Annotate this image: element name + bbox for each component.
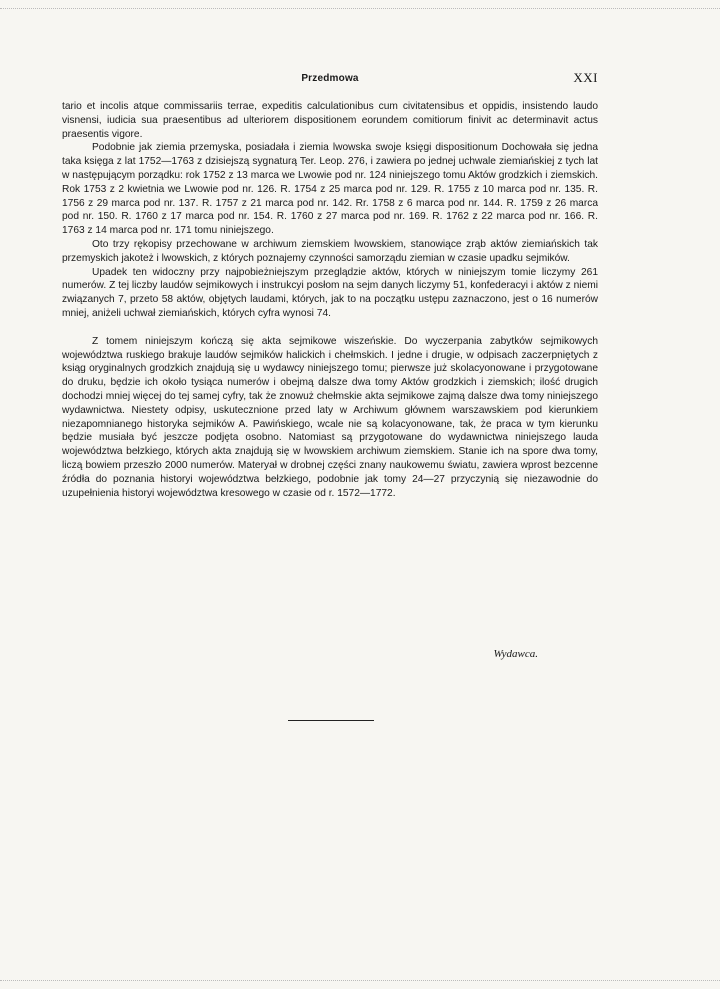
paragraph-lwow-books: Podobnie jak ziemia przemyska, posiadała i ziemia lwowska swoje księgi dispositionum Dochowała się jedna taka księga z lat 1752—1763 z dzisiejszą sygnaturą Ter. Leop. 276, i zawiera po jednej uchwale ziemiańskiej z tych lat w następującym porządku: rok 1752 z 13 marca we Lwowie pod nr. 124 niniejszego tomu Aktów grodzkich i ziemskich. Rok 1753 z 2 kwietnia we Lwowie pod nr. 126. R. 1754 z 25 marca pod nr. 129. R. 1755 z 10 marca pod nr. 135. R. 1756 z 29 marca pod nr. 137. R. 1757 z 21 marca pod nr. 142. Rr. 1758 z 6 marca pod nr. 144. R. 1759 z 26 marca pod nr. 150. R. 1760 z 17 marca pod nr. 154. R. 1760 z 27 marca pod nr. 169. R. 1762 z 22 marca pod nr. 166. R. 1763 z 14 marca pod nr. 171 tomu niniejszego. (62, 142, 598, 237)
page-number: XXI (573, 70, 598, 85)
header-title: Przedmowa (301, 73, 359, 84)
signature: Wydawca. (493, 648, 538, 660)
top-edge-line (0, 8, 720, 9)
paragraph-decline: Upadek ten widoczny przy najpobieżniejszym przeglądzie aktów, których w niniejszym tomie liczymy 261 numerów. Z tej liczby laudów sejmikowych i instrukcyi posłom na sejm danych liczymy 51, konfederacyi i aktów z niemi związanych 7, przeto 58 aktów, objętych laudami, których, jak to na początku ustępu zaznaczono, jest o 16 numerów mniej, aniżeli uchwał ziemiańskich, których cyfra wynosi 74. (62, 266, 598, 319)
bottom-edge-line (0, 980, 720, 981)
paragraph-three-manuscripts: Oto trzy rękopisy przechowane w archiwum ziemskiem lwowskiem, stanowiące zrąb aktów ziemiańskich tak przemyskich jakoteż i lwowskich, z których poznajemy czynności samorządu ziemian w czasie upadku sejmików. (62, 238, 598, 264)
paragraph-conclusion: Z tomem niniejszym kończą się akta sejmikowe wiszeńskie. Do wyczerpania zabytków sejmikowych województwa ruskiego brakuje laudów sejmików halickich i chełmskich. I jedne i drugie, w odpisach zaczerpniętych z ksiąg oryginalnych grodzkich znajdują się u wydawcy niniejszego tomu; pierwsze już skolacyonowane i przygotowane do druku, będzie ich około tysiąca numerów i obejmą dalsze dwa tomy Aktów grodzkich i ziemskich; ilość drugich dochodzi mniej więcej do tej samej cyfry, tak że znowuż chełmskie akta sejmikowe zajmą dalsze dwa tomy niniejszego wydawnictwa. Niestety odpisy, uskutecznione przed laty w Archiwum głównem warszawskiem pod kierunkiem niezapomnianego historyka sejmików A. Pawińskiego, wcale nie są kolacyonowane, tak, że praca w tym kierunku będzie musiała być jeszcze podjęta osobno. Natomiast są przygotowane do wydawnictwa niniejszego lauda województwa bełzkiego, których akta znajdują się w lwowskiem archiwum ziemskiem. Stanie ich na spore dwa tomy, liczą bowiem przeszło 2000 numerów. Materyał w drobnej części znany naukowemu światu, zawiera wprost bezcenne źródła do poznania historyi województwa bełzkiego, podobnie jak tomy 24—27 przyczynią się niezawodnie do uzupełnienia historyi województwa kresowego w czasie od r. 1572—1772. (62, 335, 598, 499)
running-header (62, 70, 598, 90)
body-text (62, 100, 598, 500)
closing-rule (288, 720, 374, 721)
paragraph-continuation: tario et incolis atque commissariis terrae, expeditis calculationibus cum civitatensibus et oppidis, insistendo laudo visnensi, iudicia sua praesentibus ad ulteriorem dispositionem eorundem comitiorum finivit ac determinavit actus praesentis vigore. (62, 101, 598, 140)
